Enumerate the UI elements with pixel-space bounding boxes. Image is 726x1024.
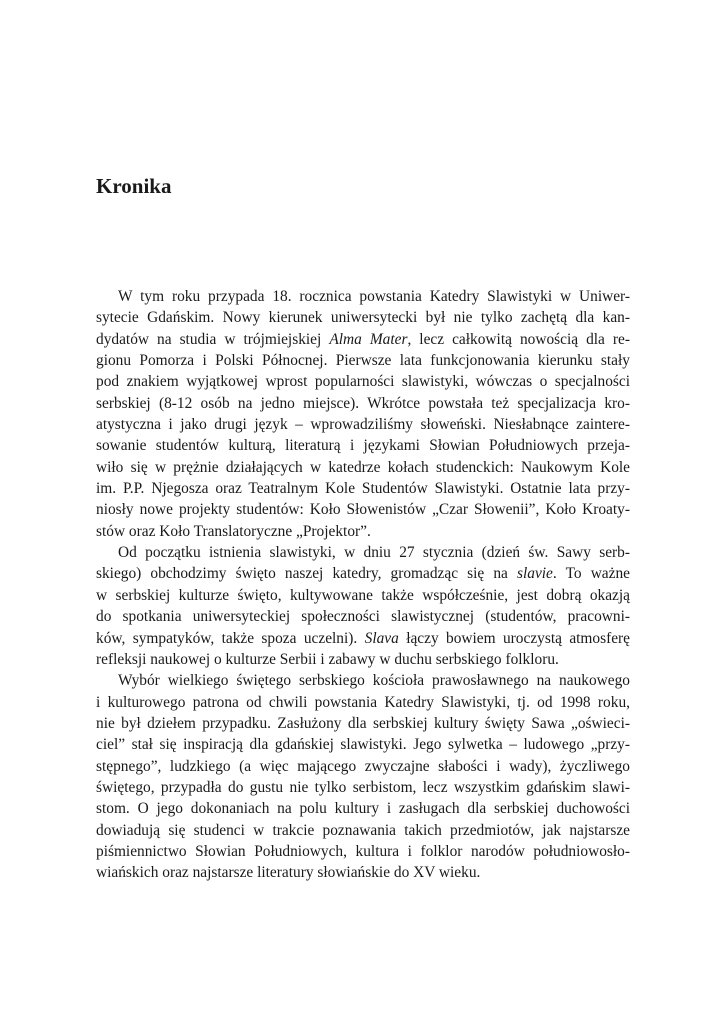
text-line [96,286,630,307]
text-segment: w serbskiej kulturze święto, kultywowane także współcześnie, jest dobrą okazją [96,586,630,604]
text-segment: refleksji naukowej o kulturze Serbii i zabawy w duchu serbskiego folkloru. [96,650,559,668]
text-line [96,499,630,520]
text-segment: sytecie Gdańskim. Nowy kierunek uniwersytecki był nie tylko zachętą dla kan- [96,309,630,327]
text-segment: stom. O jego dokonaniach na polu kultury i zasługach dla serbskiej duchowości [96,800,630,818]
text-segment: dydatów na studia w trójmiejskiej [96,330,330,348]
page-title: Kronika [96,174,172,198]
body-text [96,286,630,884]
text-line [96,329,630,350]
text-segment: . To ważne [552,565,630,583]
text-segment: wiło się w prężnie działających w katedrze kołach studenckich: Naukowym Kole [96,458,630,476]
text-segment: pod znakiem wyjątkowej wprost popularności slawistyki, wówczas o specjalności [96,373,630,391]
text-segment: łączy bowiem uroczystą atmosferę [398,629,630,647]
text-line [96,734,630,755]
text-line [96,414,630,435]
text-line [96,307,630,328]
italic-term: Slava [364,629,399,647]
text-segment: piśmiennictwo Słowian Południowych, kultura i folklor narodów południowosło- [96,842,630,860]
text-line [96,435,630,456]
text-line [96,628,630,649]
text-segment: wiańskich oraz najstarsze literatury słowiańskie do XV wieku. [96,864,481,882]
text-line [96,649,630,670]
text-line [96,585,630,606]
paragraph [96,670,630,883]
paragraph [96,286,630,542]
text-segment: Wybór wielkiego świętego serbskiego kościoła prawosławnego na naukowego [118,672,630,690]
text-segment: ciel” stał się inspiracją dla gdańskiej slawistyki. Jego sylwetka – ludowego „przy- [96,736,630,754]
text-line [96,756,630,777]
text-line [96,777,630,798]
text-line [96,371,630,392]
text-line [96,606,630,627]
text-line [96,350,630,371]
text-line [96,521,630,542]
text-segment: do spotkania uniwersyteckiej społeczności slawistycznej (studentów, pracowni- [96,608,630,626]
text-segment: gionu Pomorza i Polski Północnej. Pierwsze lata funkcjonowania kierunku stały [96,352,630,370]
text-line [96,670,630,691]
text-line [96,457,630,478]
paragraph [96,542,630,670]
text-line [96,798,630,819]
text-segment: serbskiej (8-12 osób na jedno miejsce). Wkrótce powstała też specjalizacja kro- [96,394,630,412]
text-line [96,713,630,734]
italic-term: Alma Mater [329,330,408,348]
text-segment: ków, sympatyków, także spoza uczelni). [96,629,365,647]
text-segment: stów oraz Koło Translatoryczne „Projektor”. [96,522,371,540]
text-segment: świętego, przypadła do gustu nie tylko serbistom, lecz wszystkim gdańskim slawi- [96,778,630,796]
text-line [96,841,630,862]
text-line [96,862,630,883]
text-segment: W tym roku przypada 18. rocznica powstania Katedry Slawistyki w Uniwer- [118,288,630,305]
text-line [96,563,630,584]
text-line [96,393,630,414]
text-line [96,478,630,499]
italic-term: slavie [516,565,553,583]
text-segment: nie był dziełem przypadku. Zasłużony dla serbskiej kultury święty Sawa „oświeci- [96,714,630,732]
text-line [96,820,630,841]
text-segment: stępnego”, ludzkiego (a więc mającego zwyczajne słabości i wady), życzliwego [96,757,630,775]
text-line [96,542,630,563]
text-segment: niosły nowe projekty studentów: Koło Słowenistów „Czar Słowenii”, Koło Kroaty- [96,501,630,519]
text-segment: Od początku istnienia slawistyki, w dniu 27 stycznia (dzień św. Sawy serb- [118,544,630,562]
text-segment: skiego) obchodzimy święto naszej katedry, gromadząc się na [96,565,517,583]
text-line [96,692,630,713]
text-segment: dowiadują się studenci w trakcie poznawania takich przedmiotów, jak najstarsze [96,821,630,839]
text-segment: i kulturowego patrona od chwili powstania Katedry Slawistyki, tj. od 1998 roku, [96,693,630,711]
text-segment: im. P.P. Njegosza oraz Teatralnym Kole Studentów Slawistyki. Ostatnie lata przy- [96,480,630,498]
text-segment: , lecz całkowitą nowością dla re- [407,330,630,348]
text-segment: sowanie studentów kulturą, literaturą i językami Słowian Południowych przeja- [96,437,630,455]
text-segment: atystyczna i jako drugi język – wprowadziliśmy słoweński. Niesłabnące zaintere- [96,416,630,434]
